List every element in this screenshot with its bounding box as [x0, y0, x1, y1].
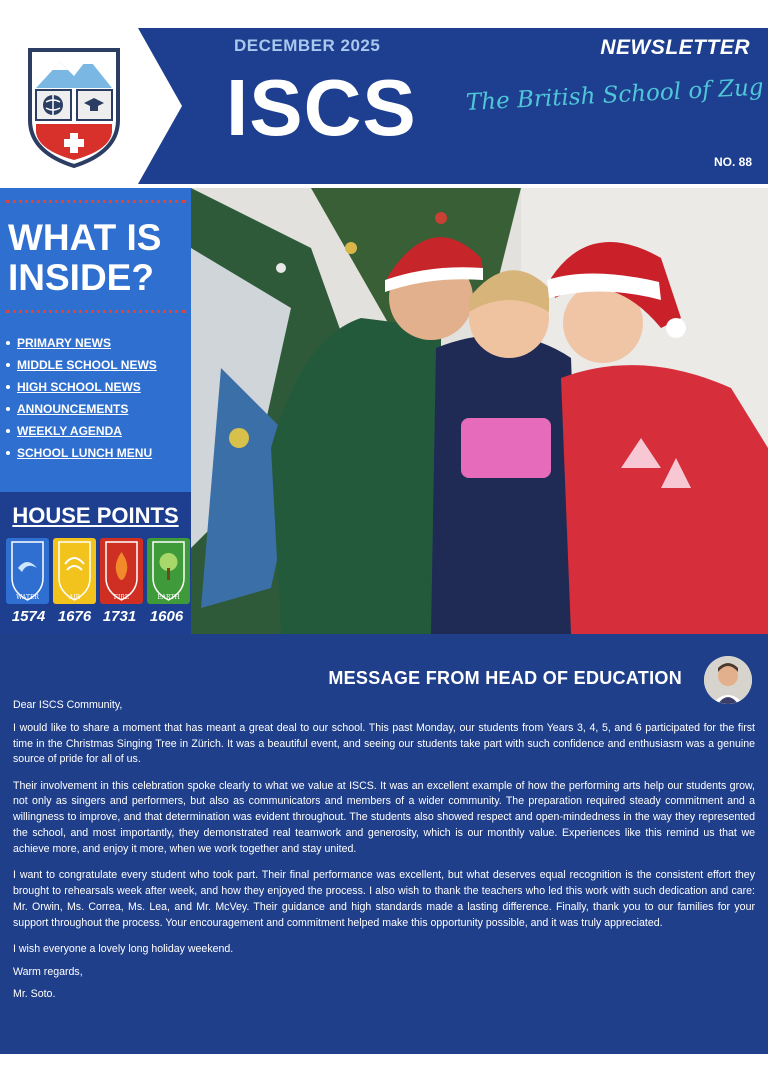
earth-points: 1606 — [149, 608, 184, 625]
contents-link-label: HIGH SCHOOL NEWS — [17, 380, 141, 394]
contents-link-announcements[interactable] — [6, 398, 157, 420]
contents-title-line2: INSIDE? — [8, 257, 154, 298]
dotted-divider — [6, 200, 186, 203]
house-name-water: WATER — [16, 594, 39, 601]
message-greeting: Dear ISCS Community, — [13, 699, 123, 711]
head-of-education-avatar — [704, 656, 752, 704]
bullet-icon — [6, 429, 10, 433]
earth-shield-icon — [147, 538, 190, 604]
bullet-icon — [6, 341, 10, 345]
contents-link-high-school-news[interactable] — [6, 376, 157, 398]
students-christmas-photo — [191, 188, 768, 634]
house-name-fire: FIRE — [113, 594, 130, 601]
fire-points: 1731 — [102, 608, 137, 625]
message-paragraph: I want to congratulate every student who took part. Their final performance was excellent, but what deserves equal recognition is the consistent effort they brought to rehearsals week after week, and how they enjoyed the process. I also wish to thank the teachers who led this work with such dedication and care: Mr. Orwin, Ms. Correa, Ms. Lea, and Mr. McVey. Their guidance and high standards made a lasting difference. Finally, thank you to our families for your support throughout the process. Your encouragement and commitment helped make this opportunity possible, and it was truly appreciated. — [13, 869, 755, 929]
water-shield-icon — [6, 538, 49, 604]
house-name-earth: EARTH — [157, 594, 180, 601]
contents-link-label: MIDDLE SCHOOL NEWS — [17, 358, 157, 372]
bullet-icon — [6, 407, 10, 411]
message-paragraph: I would like to share a moment that has meant a great deal to our school. This past Monday, our students from Years 3, 4, 5, and 6 participated for the first time in the Christmas Singing Tree in Zürich. It was a beautiful event, and seeing our students take part with such confidence and enthusiasm was a genuine source of pride for all of us. — [13, 721, 755, 766]
message-signature: Mr. Soto. — [13, 988, 56, 1001]
school-crest-logo — [22, 40, 126, 170]
school-brand-title: ISCS — [226, 63, 417, 152]
message-body — [13, 698, 755, 1010]
sidebar — [0, 188, 191, 634]
bullet-icon — [6, 385, 10, 389]
bullet-icon — [6, 363, 10, 367]
contents-link-label: PRIMARY NEWS — [17, 336, 112, 350]
contents-title — [8, 218, 161, 298]
contents-link-middle-school-news[interactable] — [6, 354, 157, 376]
contents-link-label: ANNOUNCEMENTS — [17, 402, 129, 416]
contents-link-weekly-agenda[interactable] — [6, 420, 157, 442]
bullet-icon — [6, 451, 10, 455]
issue-month: DECEMBER 2025 — [234, 36, 381, 55]
logo-panel — [0, 28, 182, 184]
air-shield-icon — [53, 538, 96, 604]
school-tagline: The British School of Zug — [465, 74, 765, 116]
message-title: MESSAGE FROM HEAD OF EDUCATION — [328, 668, 682, 688]
air-points: 1676 — [57, 608, 92, 625]
newsletter-label: NEWSLETTER — [600, 36, 750, 59]
message-section — [0, 634, 768, 1054]
water-points: 1574 — [11, 608, 46, 625]
fire-shield-icon — [100, 538, 143, 604]
message-paragraph: Their involvement in this celebration spoke clearly to what we value at ISCS. It was an excellent example of how the performing arts help our students grow, not only as singers and performers, but also as communicators and members of a wider community. The preparation required steady commitment and a willingness to improve, and that determination was evident throughout. The students also showed respect and open-mindedness in the way they represented the school, and most importantly, they demonstrated real teamwork and generosity, which is our monthly value. Experiences like this remind us that we achieve more, and enjoy it more, when we work together and stay united. — [13, 779, 755, 855]
contents-link-school-lunch-menu[interactable] — [6, 442, 157, 464]
issue-number: NO. 88 — [713, 155, 752, 169]
contents-list — [6, 332, 157, 464]
message-closing: I wish everyone a lovely long holiday weekend. — [13, 942, 234, 955]
contents-link-primary-news[interactable] — [6, 332, 157, 354]
contents-link-label: WEEKLY AGENDA — [17, 424, 122, 438]
dotted-divider — [6, 310, 186, 313]
house-points-title[interactable]: HOUSE POINTS — [12, 503, 179, 528]
contents-title-line1: WHAT IS — [8, 217, 162, 258]
contents-panel — [0, 188, 191, 492]
house-name-air: AIR — [68, 594, 81, 601]
contents-link-label: SCHOOL LUNCH MENU — [17, 446, 153, 460]
message-signoff: Warm regards, — [13, 965, 83, 978]
newsletter-header — [0, 28, 768, 184]
